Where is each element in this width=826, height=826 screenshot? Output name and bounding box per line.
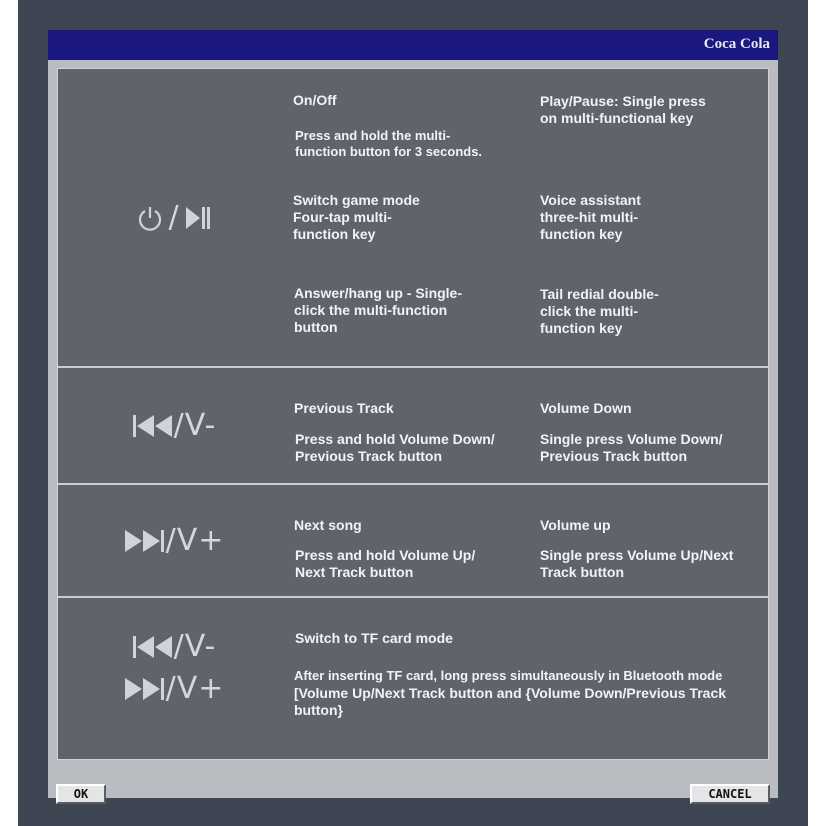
answer-hangup-description: Answer/hang up - Single- click the multi-function button [294, 285, 463, 335]
next-track-icon [124, 675, 166, 703]
section-next-track [58, 485, 768, 598]
previous-track-title: Previous Track [294, 400, 394, 416]
play-pause-description: Play/Pause: Single press on multi-functional key [540, 93, 706, 126]
tf-card-icon-group [58, 608, 290, 728]
on-off-description: Press and hold the multi- function button for 3 seconds. [295, 128, 483, 159]
volume-up-label: /V+ [165, 522, 225, 558]
tf-card-description-line1: After inserting TF card, long press simultaneously in Bluetooth mode [294, 668, 723, 683]
volume-up-description: Single press Volume Up/Next Track button [540, 547, 734, 580]
game-mode-description: Switch game mode Four-tap multi- function key [293, 192, 420, 242]
volume-down-label: /V- [173, 629, 217, 664]
next-track-icon [124, 527, 166, 555]
tail-redial-description: Tail redial double- click the multi- function key [540, 286, 659, 336]
multifunction-icon-group [58, 69, 290, 366]
section-multifunction [58, 69, 768, 368]
section-previous-track [58, 368, 768, 485]
play-pause-icon [184, 204, 212, 232]
previous-track-icon [132, 633, 174, 661]
volume-down-title: Volume Down [540, 400, 632, 416]
volume-down-label: /V- [173, 407, 217, 443]
dialog-window [48, 30, 778, 801]
title-bar[interactable] [48, 30, 778, 60]
icon-separator: / [168, 199, 180, 235]
previous-icon-group [58, 368, 290, 483]
next-icon-group [58, 485, 290, 596]
volume-up-title: Volume up [540, 517, 611, 533]
on-off-title: On/Off [293, 92, 337, 108]
window-title: Coca Cola [703, 36, 770, 52]
tf-card-description-line2: [Volume Up/Next Track button and {Volume Down/Previous Track button} [294, 685, 727, 718]
section-tf-card [58, 598, 768, 759]
volume-down-description: Single press Volume Down/ Previous Track button [540, 431, 723, 464]
ok-button[interactable]: OK [56, 784, 106, 804]
previous-track-description: Press and hold Volume Down/ Previous Track button [295, 431, 495, 464]
tf-card-title: Switch to TF card mode [295, 630, 453, 646]
power-icon [136, 204, 164, 232]
voice-assistant-description: Voice assistant three-hit multi- function key [540, 192, 641, 242]
next-song-title: Next song [294, 517, 362, 533]
volume-up-label: /V+ [165, 671, 225, 706]
instructions-panel [57, 68, 769, 760]
cancel-button[interactable]: CANCEL [690, 784, 770, 804]
next-song-description: Press and hold Volume Up/ Next Track button [295, 547, 476, 580]
previous-track-icon [132, 412, 174, 440]
